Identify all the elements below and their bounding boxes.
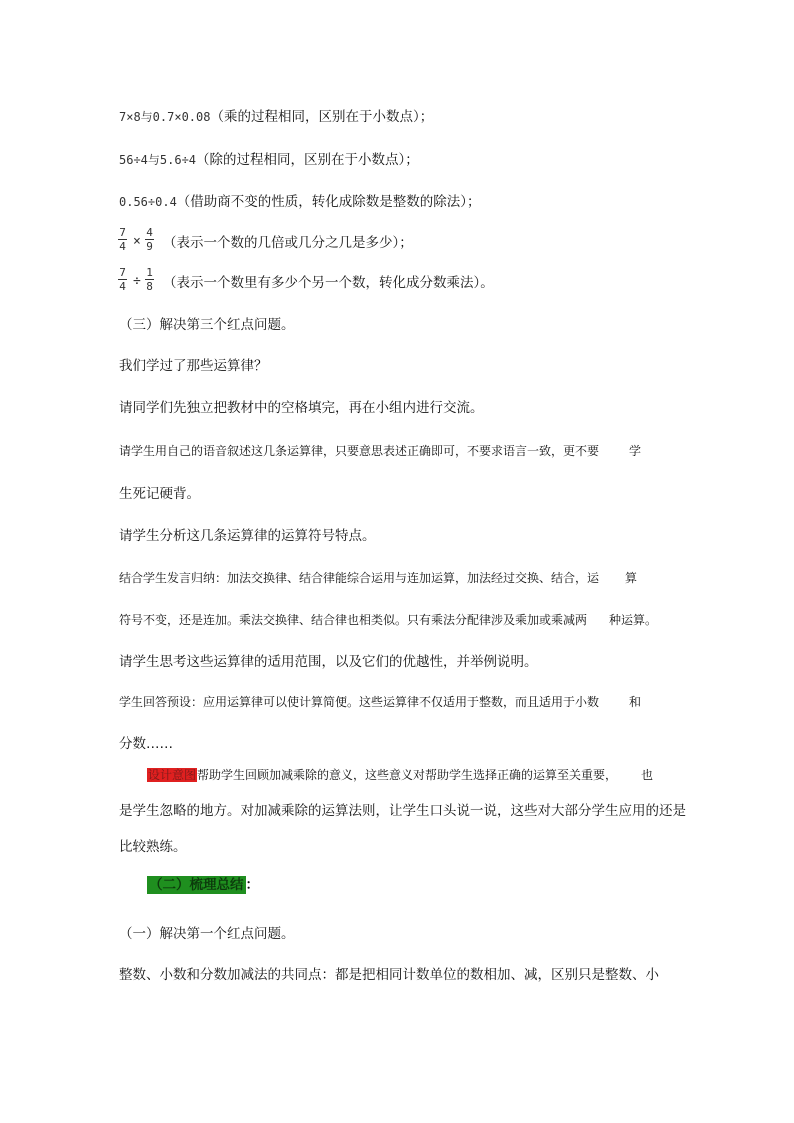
summary-tag: （二）梳理总结 [149, 877, 244, 893]
summary-multiplication-laws [119, 611, 657, 629]
instruction-scope: 请学生思考这些运算律的适用范围，以及它们的优越性，并举例说明。 [119, 654, 538, 670]
expr-division: 56÷4与5.6÷4 [119, 153, 197, 167]
line-multiplication-compare [119, 108, 433, 126]
note-fraction-divide: （表示一个数里有多少个另一个数，转化成分数乘法）。 [163, 275, 494, 291]
note-multiplication: （乘的过程相同，区别在于小数点）； [210, 109, 434, 125]
design-intent [147, 766, 653, 784]
text-part: 也 [641, 768, 654, 782]
text-part: 请学生用自己的语音叙述这几条运算律，只要意思表述正确即可，不要求语言一致，更不要 [119, 444, 600, 458]
section-third-red-dot: （三）解决第三个红点问题。 [119, 317, 295, 333]
fraction-7-4-b [118, 266, 127, 293]
instruction-fill-blanks: 请同学们先独立把教材中的空格填完，再在小组内进行交流。 [119, 400, 484, 416]
instruction-describe-laws-cont: 生死记硬背。 [119, 486, 200, 502]
text-part: 结合学生发言归纳：加法交换律、结合律能综合运用与连加运算，加法经过交换、结合，运 [119, 571, 600, 585]
fraction-4-9 [145, 226, 154, 253]
expected-answer [119, 693, 641, 711]
denominator: 4 [119, 240, 126, 253]
numerator: 7 [119, 266, 126, 279]
denominator: 4 [119, 280, 126, 293]
addition-subtraction-common: 整数、小数和分数加减法的共同点：都是把相同计数单位的数相加、减，区别只是整数、小 [119, 967, 659, 983]
note-decimal-division: （借助商不变的性质，转化成除数是整数的除法）； [176, 194, 481, 210]
section-first-red-dot: （一）解决第一个红点问题。 [119, 926, 295, 942]
expr-multiplication: 7×8与0.7×0.08 [119, 110, 211, 124]
summary-colon: ： [245, 877, 259, 893]
design-intent-cont-1: 是学生忽略的地方。对加减乘除的运算法则，让学生口头说一说，这些对大部分学生应用的还是 [119, 803, 686, 819]
note-fraction-multiply: （表示一个数的几倍或几分之几是多少）； [163, 235, 413, 251]
question-laws-learned: 我们学过了那些运算律？ [119, 358, 268, 374]
fraction-7-4-a [118, 226, 127, 253]
line-division-compare [119, 151, 419, 169]
text-part: 种运算。 [609, 613, 658, 627]
text-part: 符号不变，还是连加。乘法交换律、结合律也相类似。只有乘法分配律涉及乘加或乘减两 [119, 613, 588, 627]
numerator: 4 [146, 226, 153, 239]
section-summary-heading [147, 876, 259, 894]
design-intent-cont-2: 比较熟练。 [119, 839, 187, 855]
divide-sign: ÷ [133, 274, 141, 289]
denominator: 8 [146, 280, 153, 293]
summary-addition-laws [119, 569, 637, 587]
line-decimal-division [119, 193, 481, 211]
text-part: 和 [629, 695, 642, 709]
expected-answer-cont: 分数…… [119, 736, 173, 752]
instruction-describe-laws [119, 442, 641, 460]
numerator: 7 [119, 226, 126, 239]
text-part: 算 [625, 571, 638, 585]
denominator: 9 [146, 240, 153, 253]
text-part: 帮助学生回顾加减乘除的意义，这些意义对帮助学生选择正确的运算至关重要， [197, 768, 618, 782]
instruction-analyze-symbols: 请学生分析这几条运算律的运算符号特点。 [119, 528, 376, 544]
design-intent-tag: 设计意图 [148, 768, 197, 782]
note-division: （除的过程相同，区别在于小数点）； [196, 152, 419, 168]
fraction-1-8 [145, 266, 154, 293]
text-part: 学 [629, 444, 642, 458]
numerator: 1 [146, 266, 153, 279]
text-part: 学生回答预设：应用运算律可以使计算简便。这些运算律不仅适用于整数，而且适用于小数 [119, 695, 600, 709]
multiply-sign: × [133, 234, 141, 249]
expr-decimal-division: 0.56÷0.4 [119, 195, 177, 209]
